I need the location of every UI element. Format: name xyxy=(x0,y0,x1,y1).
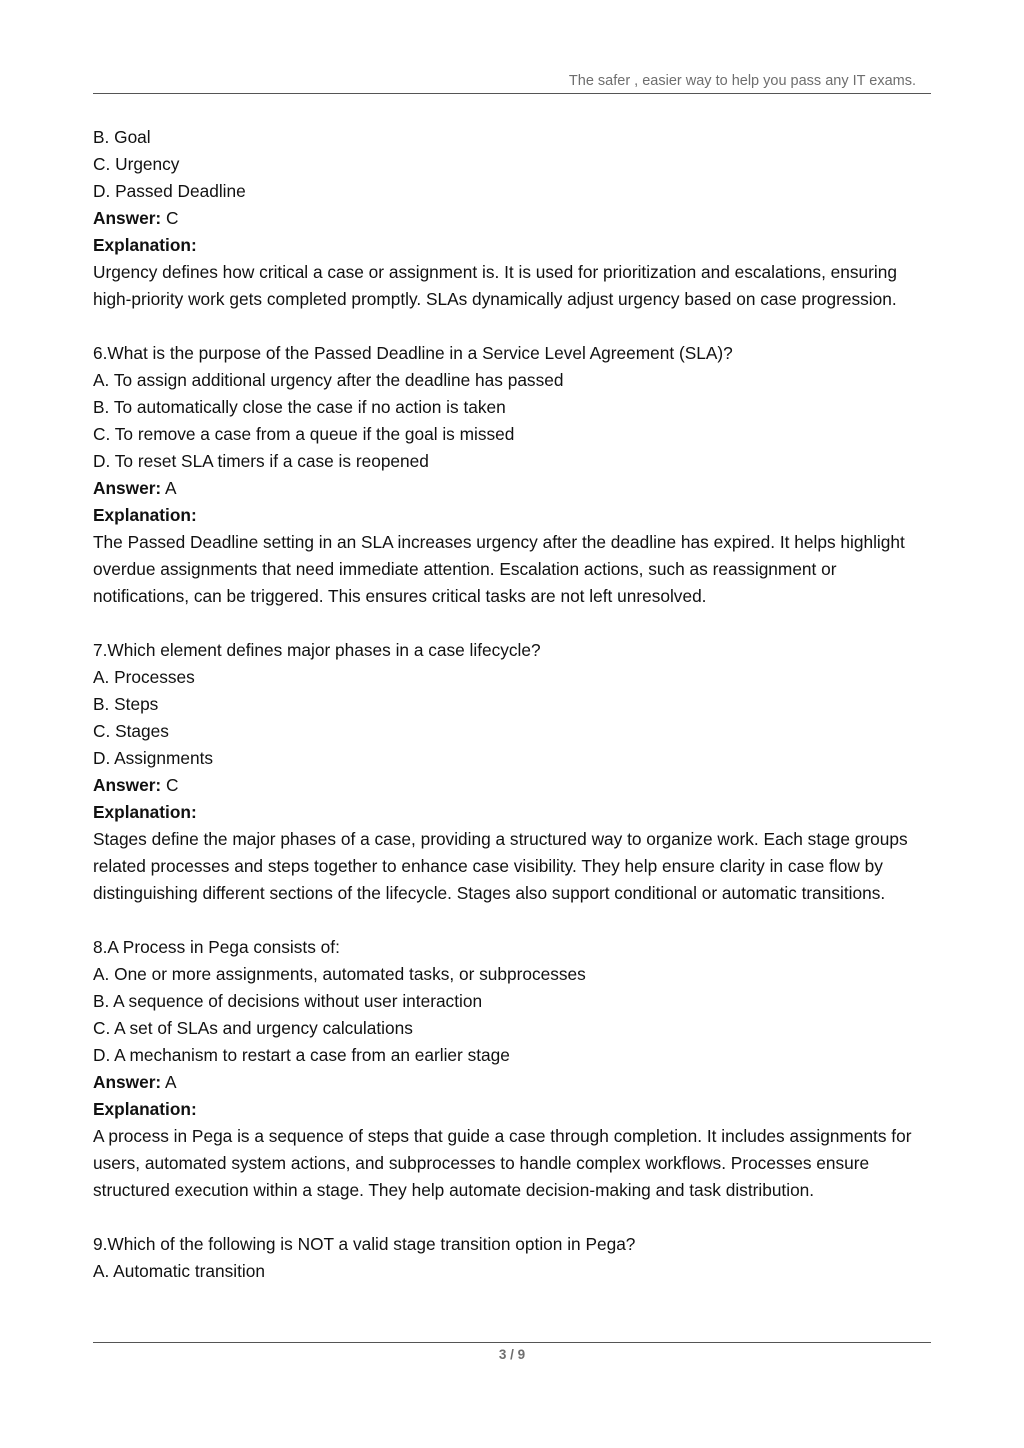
option-c: C. Stages xyxy=(93,721,169,741)
header-tagline: The safer , easier way to help you pass any IT exams. xyxy=(568,73,916,89)
answer-line xyxy=(93,1069,933,1096)
answer-line xyxy=(93,205,933,232)
question-8-block xyxy=(93,934,933,1204)
question-text: 9.Which of the following is NOT a valid stage transition option in Pega? xyxy=(93,1234,636,1254)
explanation-label: Explanation: xyxy=(93,505,197,525)
option-d: D. Assignments xyxy=(93,748,214,768)
page-number: 3 / 9 xyxy=(498,1347,526,1362)
explanation-text: A process in Pega is a sequence of steps that guide a case through completion. It includes assignments for users, automated system actions, and subprocesses to handle complex workflows. Processes ensure structured execution within a stage. They help automate decision-making and task distribution. xyxy=(93,1126,912,1200)
question-text: 8.A Process in Pega consists of: xyxy=(93,937,340,957)
spacer xyxy=(93,610,933,637)
question-5-block xyxy=(93,124,933,313)
answer-label: Answer: xyxy=(93,775,162,795)
footer-divider xyxy=(93,1342,931,1343)
answer-label: Answer: xyxy=(93,478,162,498)
option-d: D. To reset SLA timers if a case is reopened xyxy=(93,451,429,471)
spacer xyxy=(93,313,933,340)
option-a: A. Automatic transition xyxy=(93,1261,265,1281)
answer-value: C xyxy=(161,775,179,795)
explanation-label: Explanation: xyxy=(93,1099,197,1119)
answer-value: C xyxy=(161,208,179,228)
option-c: C. A set of SLAs and urgency calculations xyxy=(93,1018,413,1038)
answer-value: A xyxy=(161,478,177,498)
option-b: B. To automatically close the case if no action is taken xyxy=(93,397,506,417)
explanation-text: Urgency defines how critical a case or assignment is. It is used for prioritization and escalations, ensuring high-priority work gets completed promptly. SLAs dynamically adjust urgency based on case progression. xyxy=(93,262,897,309)
document-body xyxy=(93,124,933,1285)
question-7-block xyxy=(93,637,933,907)
option-b: B. A sequence of decisions without user interaction xyxy=(93,991,483,1011)
question-6-block xyxy=(93,340,933,610)
explanation-label: Explanation: xyxy=(93,802,197,822)
answer-label: Answer: xyxy=(93,1072,162,1092)
spacer xyxy=(93,1204,933,1231)
option-d: D. A mechanism to restart a case from an earlier stage xyxy=(93,1045,510,1065)
option-b: B. Goal xyxy=(93,127,151,147)
answer-value: A xyxy=(161,1072,177,1092)
question-text: 7.Which element defines major phases in a case lifecycle? xyxy=(93,640,541,660)
option-c: C. To remove a case from a queue if the goal is missed xyxy=(93,424,515,444)
answer-label: Answer: xyxy=(93,208,162,228)
option-d: D. Passed Deadline xyxy=(93,181,246,201)
header-divider xyxy=(93,93,931,94)
question-text: 6.What is the purpose of the Passed Deadline in a Service Level Agreement (SLA)? xyxy=(93,343,733,363)
option-b: B. Steps xyxy=(93,694,159,714)
explanation-text: The Passed Deadline setting in an SLA increases urgency after the deadline has expired. It helps highlight overdue assignments that need immediate attention. Escalation actions, such as reassignment or notifications, can be triggered. This ensures critical tasks are not left unresolved. xyxy=(93,532,905,606)
explanation-text: Stages define the major phases of a case, providing a structured way to organize work. Each stage groups related processes and steps together to enhance case visibility. They help ensure clarity in case flow by distinguishing different sections of the lifecycle. Stages also support conditional or automatic transitions. xyxy=(93,829,908,903)
question-9-block xyxy=(93,1231,933,1285)
option-c: C. Urgency xyxy=(93,154,180,174)
spacer xyxy=(93,907,933,934)
option-a: A. One or more assignments, automated tasks, or subprocesses xyxy=(93,964,586,984)
option-a: A. To assign additional urgency after the deadline has passed xyxy=(93,370,564,390)
answer-line xyxy=(93,772,933,799)
explanation-label: Explanation: xyxy=(93,235,197,255)
option-a: A. Processes xyxy=(93,667,195,687)
answer-line xyxy=(93,475,933,502)
